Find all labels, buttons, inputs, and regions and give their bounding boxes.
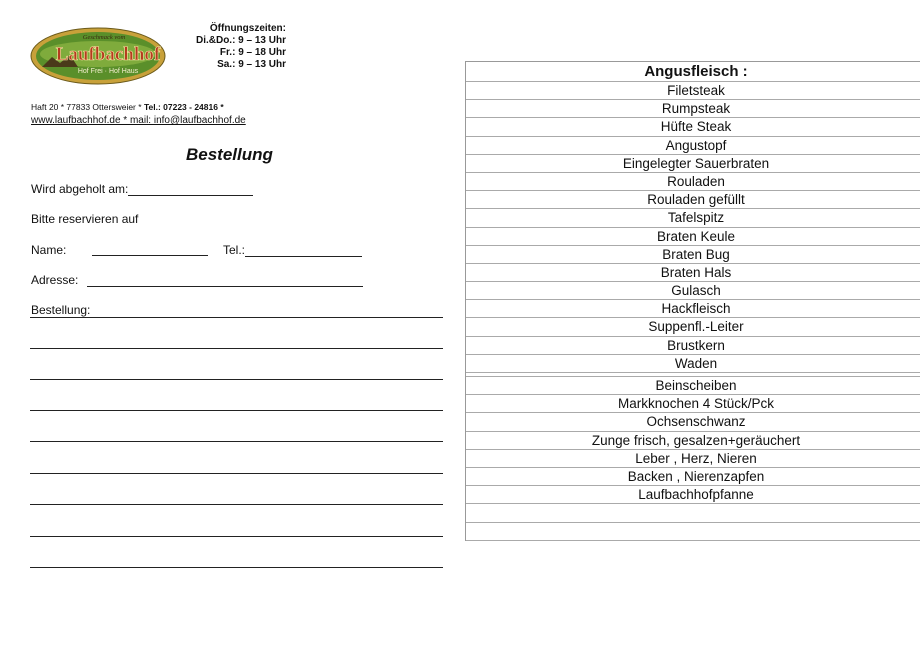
order-line[interactable] (30, 441, 443, 442)
opening-hours-title: Öffnungszeiten: (209, 23, 286, 34)
address-label: Adresse: (31, 273, 79, 287)
web-mail-line[interactable]: www.laufbachhof.de * mail: info@laufbachhof.de (31, 115, 246, 126)
table-row[interactable]: Braten Bug (466, 246, 920, 264)
name-line[interactable] (92, 242, 208, 256)
address-phone: Tel.: 07223 - 24816 * (143, 102, 224, 112)
tel-field[interactable] (223, 243, 362, 257)
table-row[interactable]: Angustopf (466, 137, 920, 155)
table-row[interactable]: Rouladen (466, 173, 920, 191)
order-line[interactable] (30, 473, 443, 474)
table-row[interactable]: Hackfleisch (466, 300, 920, 318)
meat-table-header: Angusfleisch : (466, 62, 920, 82)
table-row[interactable]: Laufbachhofpfanne (466, 486, 920, 504)
address-line-input[interactable] (87, 273, 363, 287)
logo-top-text: Geschmack vom (82, 34, 126, 41)
order-line[interactable] (30, 536, 443, 537)
table-row[interactable]: Braten Hals (466, 264, 920, 282)
address-line (31, 102, 224, 112)
order-line[interactable] (30, 567, 443, 568)
table-row[interactable]: Waden (466, 355, 920, 373)
table-row[interactable]: Ochsenschwanz (466, 413, 920, 431)
laufbachhof-logo (30, 27, 166, 85)
pickup-line[interactable] (128, 182, 253, 196)
table-row[interactable]: Tafelspitz (466, 209, 920, 227)
logo-name: Laufbachhof (55, 44, 161, 65)
name-label: Name: (31, 243, 67, 257)
order-line[interactable] (30, 317, 443, 318)
order-line[interactable] (30, 504, 443, 505)
table-row[interactable]: Leber , Herz, Nieren (466, 450, 920, 468)
table-row[interactable]: Brustkern (466, 337, 920, 355)
opening-hours (170, 23, 286, 71)
opening-hours-line: Di.&Do.: 9 – 13 Uhr (195, 35, 286, 46)
table-row-empty[interactable] (466, 504, 920, 522)
order-line[interactable] (30, 410, 443, 411)
name-field[interactable] (31, 243, 66, 257)
address-street: Haft 20 * 77833 Ottersweier * (31, 102, 142, 112)
opening-hours-line: Fr.: 9 – 18 Uhr (219, 47, 286, 58)
meat-table (465, 61, 920, 541)
order-line[interactable] (30, 379, 443, 380)
order-label: Bestellung: (31, 303, 91, 317)
address-field[interactable] (31, 273, 78, 287)
opening-hours-line: Sa.: 9 – 13 Uhr (217, 59, 286, 70)
table-row[interactable]: Suppenfl.-Leiter (466, 318, 920, 336)
reserve-label: Bitte reservieren auf (31, 212, 139, 226)
table-row[interactable]: Backen , Nierenzapfen (466, 468, 920, 486)
tel-label: Tel.: (223, 243, 246, 257)
logo-graphic (30, 27, 166, 85)
tel-line[interactable] (245, 243, 362, 257)
form-title: Bestellung (186, 145, 273, 164)
table-row[interactable]: Filetsteak (466, 82, 920, 100)
table-row[interactable]: Hüfte Steak (466, 118, 920, 136)
table-row[interactable]: Zunge frisch, gesalzen+geräuchert (466, 432, 920, 450)
pickup-label: Wird abgeholt am: (31, 182, 129, 196)
pickup-field[interactable] (31, 182, 253, 196)
logo-sub-text: Hof Frei · Hof Haus (77, 68, 139, 75)
table-row[interactable]: Braten Keule (466, 228, 920, 246)
table-row[interactable]: Rumpsteak (466, 100, 920, 118)
table-row-empty[interactable] (466, 523, 920, 541)
table-row[interactable]: Beinscheiben (466, 377, 920, 395)
order-line[interactable] (30, 348, 443, 349)
table-row[interactable]: Eingelegter Sauerbraten (466, 155, 920, 173)
table-row[interactable]: Gulasch (466, 282, 920, 300)
table-row[interactable]: Markknochen 4 Stück/Pck (466, 395, 920, 413)
table-row[interactable]: Rouladen gefüllt (466, 191, 920, 209)
